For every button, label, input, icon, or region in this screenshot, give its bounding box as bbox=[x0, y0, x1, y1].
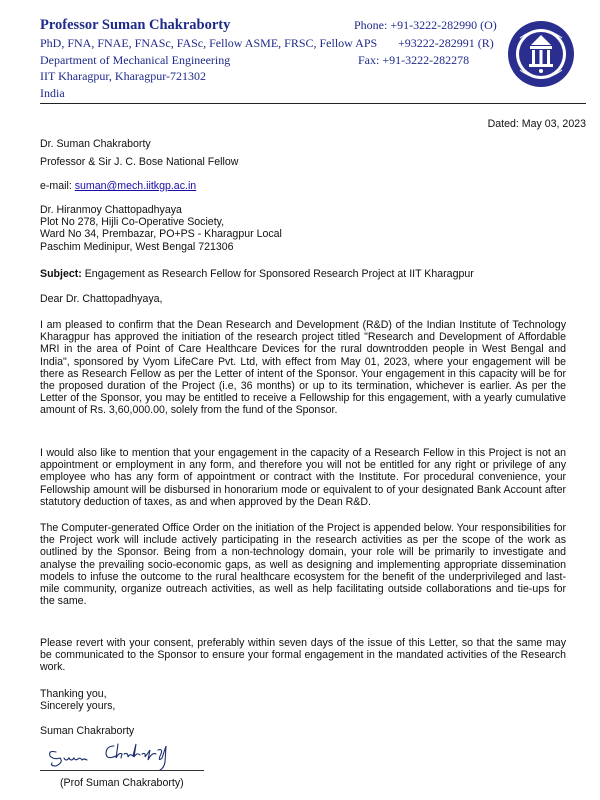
closing bbox=[40, 688, 115, 712]
letterhead-phone-residence: +93222-282991 (R) bbox=[398, 36, 494, 50]
recipient-address bbox=[40, 204, 282, 253]
iit-kharagpur-logo-icon bbox=[506, 16, 576, 92]
recipient-name: Dr. Hiranmoy Chattopadhyaya bbox=[40, 204, 182, 216]
letterhead-name: Professor Suman Chakraborty bbox=[40, 17, 231, 33]
letterhead-credentials: PhD, FNA, FNAE, FNASc, FASc, Fellow ASME, FRSC, Fellow APS bbox=[40, 36, 378, 50]
email-link[interactable]: suman@mech.iitkgp.ac.in bbox=[74, 180, 197, 192]
letter-date: Dated: May 03, 2023 bbox=[487, 118, 586, 130]
sender-email-line bbox=[40, 180, 196, 192]
subject-text: Engagement as Research Fellow for Sponsored Research Project at IIT Kharagpur bbox=[81, 268, 474, 280]
letterhead-address: IIT Kharagpur, Kharagpur-721302 bbox=[40, 69, 207, 84]
letterhead-fax: Fax: +91-3222-282278 bbox=[358, 52, 470, 67]
signature-line bbox=[40, 770, 204, 771]
sender-name: Dr. Suman Chakraborty bbox=[40, 138, 151, 150]
signatory-name: Suman Chakraborty bbox=[40, 725, 135, 737]
handwritten-signature-icon bbox=[44, 738, 184, 772]
recipient-line-2: Plot No 278, Hijli Co-Operative Society, bbox=[40, 216, 225, 229]
letterhead-divider bbox=[40, 103, 586, 104]
salutation: Dear Dr. Chattopadhyaya, bbox=[40, 293, 163, 305]
letterhead-country: India bbox=[40, 85, 65, 100]
letterhead bbox=[40, 16, 500, 101]
recipient-line-4: Paschim Medinipur, West Bengal 721306 bbox=[40, 240, 234, 253]
paragraph-2: I would also like to mention that your engagement in the capacity of a Research Fellow in this Project is not an appointment or employment in any form, and therefore you will not be entitled for any right or privilege of any employee who has any form of appointment or contract with the Institute. For procedural convenience, your Fellowship amount will be disbursed in honorarium mode or equivalent to of your designated Bank Account after statutory deduction of taxes, as and when approved by the Dean R&D. bbox=[40, 447, 566, 508]
letterhead-department: Department of Mechanical Engineering bbox=[40, 52, 231, 67]
paragraph-1: I am pleased to confirm that the Dean Research and Development (R&D) of the Indian Institute of Technology Kharagpur has approved the initiation of the research project titled "Research and Development of Affordable MRI in the area of Point of Care Healthcare Devices for the rural downtrodden people in West Bengal and India", sponsored by Vyom LifeCare Pvt. Ltd, with effect from May 01, 2023, where your engagement will be there as Research Fellow as per the Letter of intent of the Sponsor. Your engagement in this capacity will be for the proposed duration of the Project (i.e, 36 months) or up to its termination, whichever is earlier. As per the Letter of the Sponsor, you may be entitled to receive a Fellowship for this engagement, with a yearly cumulative amount of Rs. 3,60,000.00, solely from the fund of the Sponsor. bbox=[40, 319, 566, 417]
email-label: e-mail: bbox=[40, 180, 75, 192]
recipient-line-3: Ward No 34, Prembazar, PO+PS - Kharagpur Local bbox=[40, 228, 282, 241]
closing-sincerely: Sincerely yours, bbox=[40, 700, 116, 713]
letterhead-phone-office: Phone: +91-3222-282990 (O) bbox=[354, 18, 497, 32]
paragraph-3: The Computer-generated Office Order on the initiation of the Project is appended below. Your responsibilities for the Project work will include actively participating in the research activities as per the scope of the work as outlined by the Sponsor. Being from a non-technology domain, your role will be primarily to investigate and analyse the prevailing socio-economic gaps, as well as designing and implementing appropriate dissemination models to infuse the outcome to the rural healthcare ecosystem for the benefit of the underprivileged and last-mile community, organize outreach activities, as well as help facilitating outside collaborations and tie-ups for the same. bbox=[40, 522, 566, 608]
subject-label: Subject: bbox=[40, 268, 82, 280]
sender-title: Professor & Sir J. C. Bose National Fellow bbox=[40, 156, 239, 168]
subject-line bbox=[40, 268, 474, 280]
signature-caption: (Prof Suman Chakraborty) bbox=[60, 777, 184, 789]
closing-thanks: Thanking you, bbox=[40, 688, 107, 700]
paragraph-4: Please revert with your consent, preferably within seven days of the issue of this Letter, so that the same may be communicated to the Sponsor to ensure your formal engagement in the mandated activities of the Research work. bbox=[40, 637, 566, 674]
